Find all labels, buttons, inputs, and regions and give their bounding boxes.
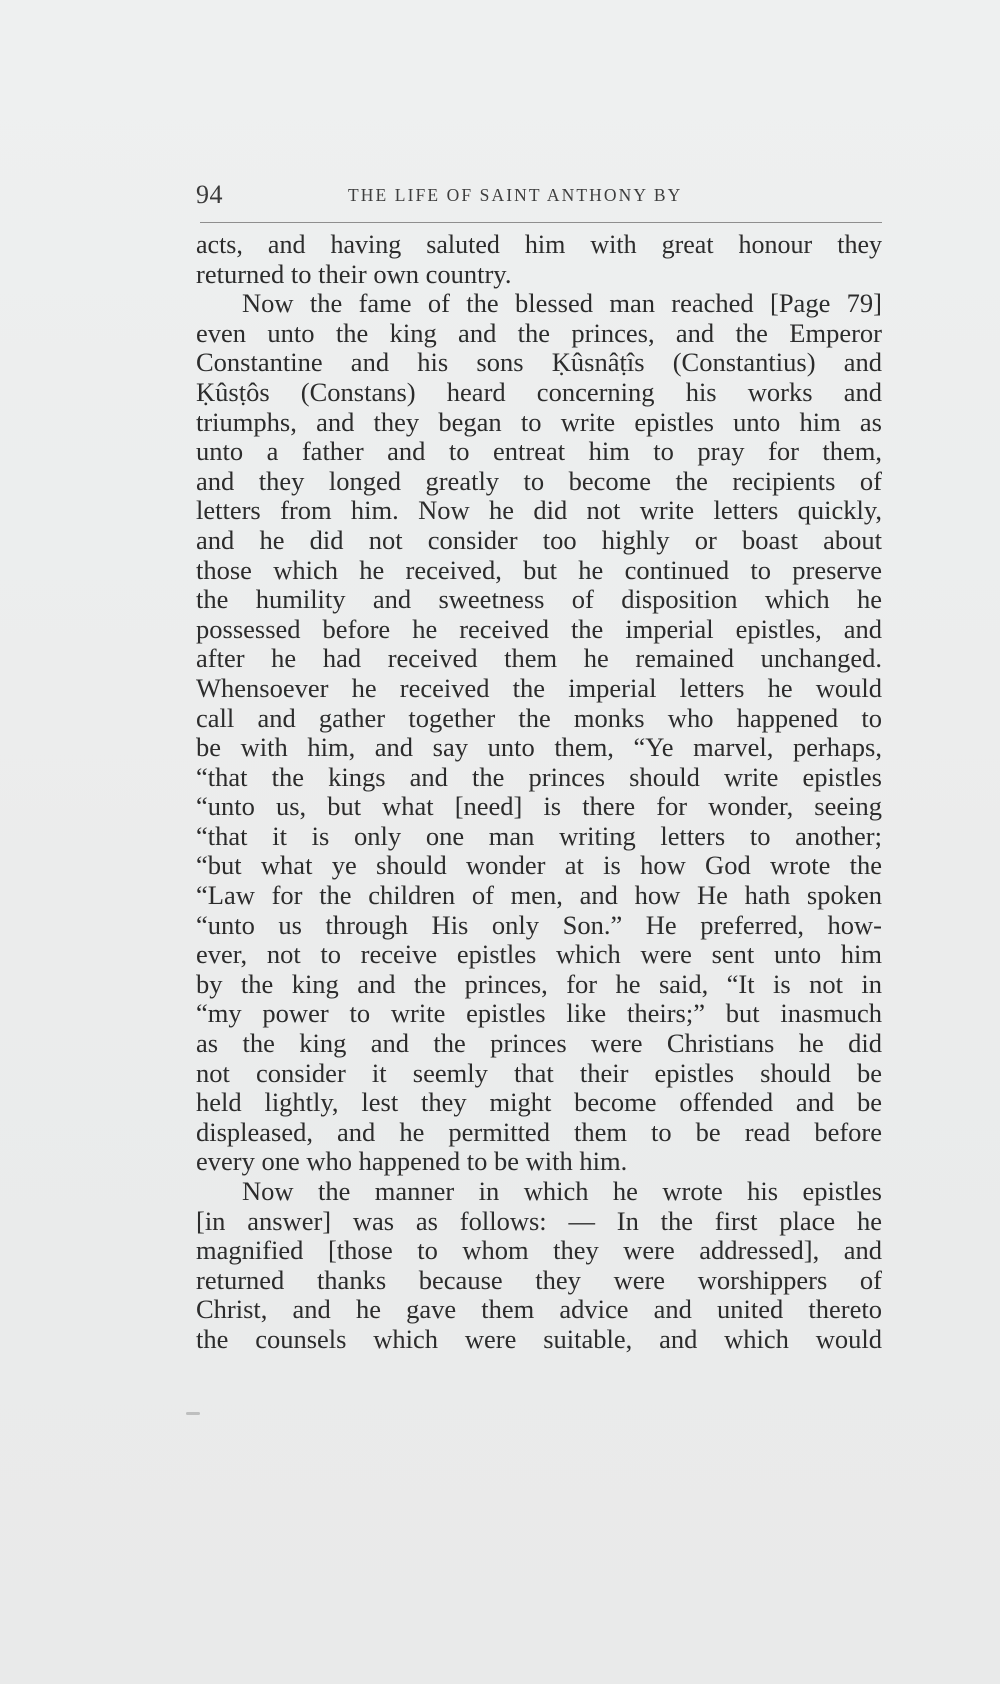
text-line: Ḳûsṭôs (Constans) heard concerning his works and bbox=[196, 376, 882, 407]
text-line: call and gather together the monks who happened to bbox=[196, 702, 882, 733]
text-line: the humility and sweetness of disposition which he bbox=[196, 584, 882, 615]
text-line: [in answer] was as follows: — In the first place he bbox=[196, 1205, 882, 1236]
paragraph-start-line: Now the manner in which he wrote his epistles bbox=[242, 1176, 882, 1206]
text-line: ever, not to receive epistles which were sent unto him bbox=[196, 939, 882, 970]
text-line: and he did not consider too highly or boast about bbox=[196, 524, 882, 555]
text-line: the counsels which were suitable, and which would bbox=[196, 1323, 882, 1354]
text-line: unto a father and to entreat him to pray for them, bbox=[196, 436, 882, 467]
text-line: letters from him. Now he did not write letters quickly, bbox=[196, 495, 882, 526]
text-line: “that the kings and the princes should write epistles bbox=[196, 761, 882, 792]
body-text bbox=[196, 230, 882, 1355]
running-head bbox=[196, 180, 882, 220]
text-line: displeased, and he permitted them to be read before bbox=[196, 1116, 882, 1147]
text-line: “unto us, but what [need] is there for wonder, seeing bbox=[196, 791, 882, 822]
text-line: “my power to write epistles like theirs;” but inasmuch bbox=[196, 998, 882, 1029]
text-line: returned thanks because they were worshippers of bbox=[196, 1264, 882, 1295]
header-rule bbox=[200, 222, 882, 223]
running-title: THE LIFE OF SAINT ANTHONY BY bbox=[348, 185, 683, 205]
text-line: Whensoever he received the imperial letters he would bbox=[196, 672, 882, 703]
text-line: by the king and the princes, for he said, “It is not in bbox=[196, 968, 882, 999]
text-line: “Law for the children of men, and how He hath spoken bbox=[196, 880, 882, 911]
text-line: after he had received them he remained unchanged. bbox=[196, 643, 882, 674]
text-line: those which he received, but he continued to preserve bbox=[196, 554, 882, 585]
text-line: even unto the king and the princes, and the Emperor bbox=[196, 317, 882, 348]
text-line: held lightly, lest they might become offended and be bbox=[196, 1087, 882, 1118]
text-line: “unto us through His only Son.” He preferred, how- bbox=[196, 909, 882, 940]
paragraph-start-line: Now the fame of the blessed man reached [Page 79] bbox=[242, 288, 882, 319]
text-line: triumphs, and they began to write epistles unto him as bbox=[196, 406, 882, 437]
text-line: possessed before he received the imperial epistles, and bbox=[196, 613, 882, 644]
text-line: every one who happened to be with him. bbox=[196, 1146, 628, 1177]
text-line: acts, and having saluted him with great honour they bbox=[196, 230, 882, 259]
text-line: and they longed greatly to become the recipients of bbox=[196, 465, 882, 496]
text-line: “that it is only one man writing letters to another; bbox=[196, 820, 882, 851]
text-line: Constantine and his sons Ḳûsnâṭîs (Constantius) and bbox=[196, 347, 882, 378]
text-line: magnified [those to whom they were addressed], and bbox=[196, 1235, 882, 1266]
page-number: 94 bbox=[196, 180, 223, 209]
text-line: returned to their own country. bbox=[196, 258, 512, 289]
print-smudge bbox=[186, 1412, 200, 1415]
text-line: “but what ye should wonder at is how God wrote the bbox=[196, 850, 882, 881]
text-line: as the king and the princes were Christians he did bbox=[196, 1028, 882, 1059]
text-line: be with him, and say unto them, “Ye marvel, perhaps, bbox=[196, 732, 882, 763]
text-line: Christ, and he gave them advice and united thereto bbox=[196, 1294, 882, 1325]
text-line: not consider it seemly that their epistles should be bbox=[196, 1057, 882, 1088]
